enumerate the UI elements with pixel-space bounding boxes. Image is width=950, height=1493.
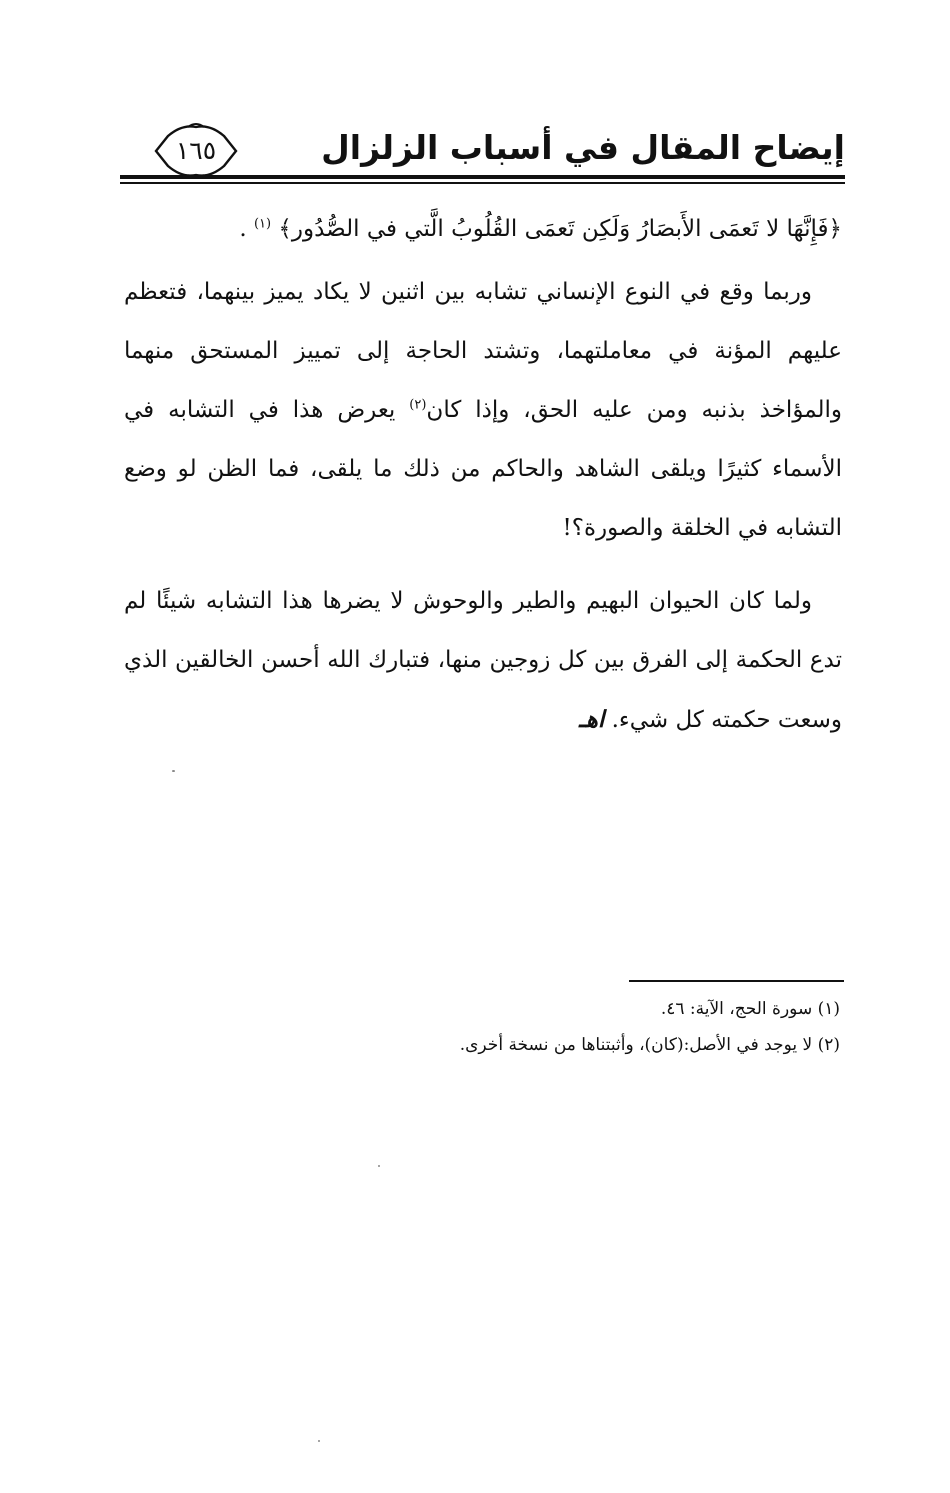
- main-text: [124, 200, 842, 750]
- footnote-separator: [629, 980, 844, 982]
- quran-verse-line: [124, 200, 842, 259]
- scan-speck: [378, 1165, 380, 1167]
- page-number-badge: [148, 122, 244, 180]
- verse-trail: .: [239, 216, 247, 242]
- scan-speck: [318, 1440, 320, 1442]
- book-title: إيضاح المقال في أسباب الزلزال: [321, 128, 845, 167]
- header-rule-thin: [120, 182, 845, 184]
- scan-speck: [172, 770, 175, 772]
- footnote-1: (١) سورة الحج، الآية: ٤٦.: [660, 999, 840, 1019]
- footnote-ref-2: (٢): [409, 397, 427, 413]
- footnote-2: (٢) لا يوجد في الأصل:(كان)، وأثبتناها من نسخة أخرى.: [459, 1035, 840, 1055]
- footnotes: [140, 994, 840, 1066]
- end-mark: اهـ: [579, 706, 605, 733]
- paragraph-2: [124, 572, 842, 750]
- quran-verse: ﴿فَإِنَّهَا لا تَعمَى الأَبصَارُ وَلَكِن تَعمَى القُلُوبُ الَّتي في الصُّدُور﴾: [278, 216, 842, 242]
- paragraph-2-text: ولما كان الحيوان البهيم والطير والوحوش لا يضرها هذا التشابه شيئًا لم تدع الحكمة إلى الفرق بين كل زوجين منها، فتبارك الله أحسن الخالقين الذي وسعت حكمته كل شيء.: [124, 588, 842, 733]
- page-header: [120, 118, 845, 188]
- paragraph-1: [124, 263, 842, 558]
- footnote-ref-1: (١): [253, 216, 272, 232]
- header-rule: [120, 175, 845, 179]
- page-number: ١٦٥: [175, 136, 217, 165]
- paragraph-1-part-1: وربما وقع في النوع الإنساني تشابه بين اثنين لا يكاد يميز بينهما، فتعظم عليهم المؤنة في معاملتهما، وتشتد الحاجة إلى تمييز المستحق منهما والمؤاخذ بذنبه ومن عليه الحق، وإذا كان: [124, 279, 843, 423]
- paragraph-1-part-2: يعرض هذا في التشابه في الأسماء كثيرًا ويلقى الشاهد والحاكم من ذلك ما يلقى، فما الظن لو وضع التشابه في الخلقة والصورة؟!: [124, 397, 842, 541]
